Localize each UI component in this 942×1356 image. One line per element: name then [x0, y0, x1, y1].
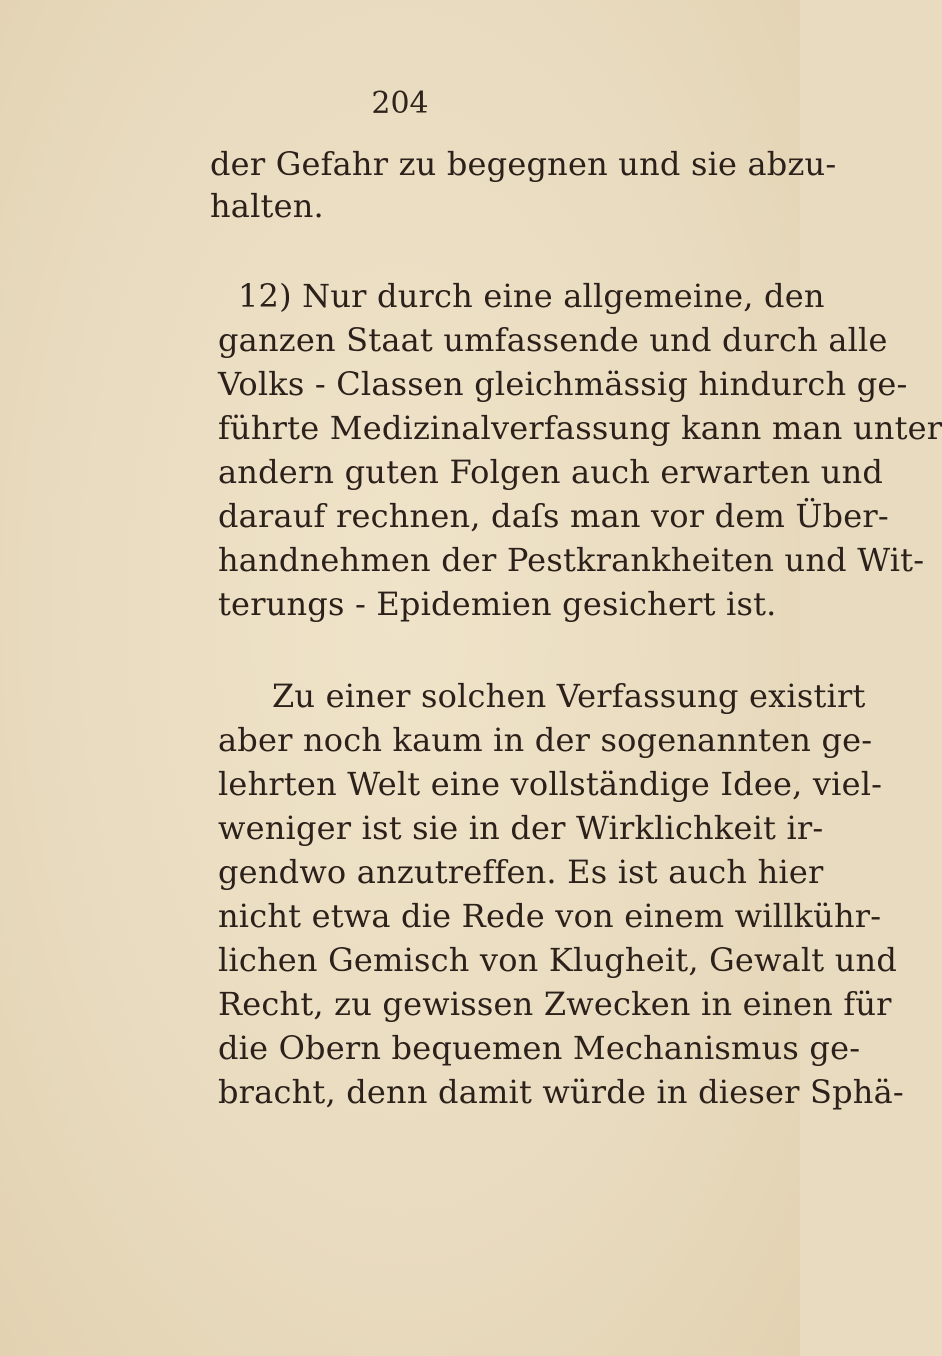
- text-line: weniger ist sie in der Wirklichkeit ir-: [218, 809, 824, 847]
- text-line: der Gefahr zu begegnen und sie abzu-: [210, 145, 837, 183]
- text-line: Volks - Classen gleichmässig hindurch ge-: [218, 365, 908, 403]
- text-line: nicht etwa die Rede von einem willkühr-: [218, 897, 882, 935]
- text-line: bracht, denn damit würde in dieser Sphä-: [218, 1073, 904, 1111]
- text-line: halten.: [210, 187, 324, 225]
- text-line: handnehmen der Pestkrankheiten und Wit-: [218, 541, 925, 579]
- text-line: Zu einer solchen Verfassung existirt: [272, 677, 866, 715]
- text-line: gendwo anzutreffen. Es ist auch hier: [218, 853, 824, 891]
- text-line: darauf rechnen, daſs man vor dem Über-: [218, 497, 889, 535]
- text-line: aber noch kaum in der sogenannten ge-: [218, 721, 873, 759]
- page-number: 204: [371, 86, 429, 121]
- text-line: 12) Nur durch eine allgemeine, den: [238, 277, 825, 315]
- text-line: die Obern bequemen Mechanismus ge-: [218, 1029, 861, 1067]
- text-line: lehrten Welt eine vollständige Idee, viel-: [218, 765, 883, 803]
- text-line: Recht, zu gewissen Zwecken in einen für: [218, 985, 892, 1023]
- text-line: terungs - Epidemien gesichert ist.: [218, 585, 777, 623]
- text-line: führte Medizinalverfassung kann man unter: [218, 409, 942, 447]
- text-line: andern guten Folgen auch erwarten und: [218, 453, 884, 491]
- text-line: lichen Gemisch von Klugheit, Gewalt und: [218, 941, 898, 979]
- text-line: ganzen Staat umfassende und durch alle: [218, 321, 888, 359]
